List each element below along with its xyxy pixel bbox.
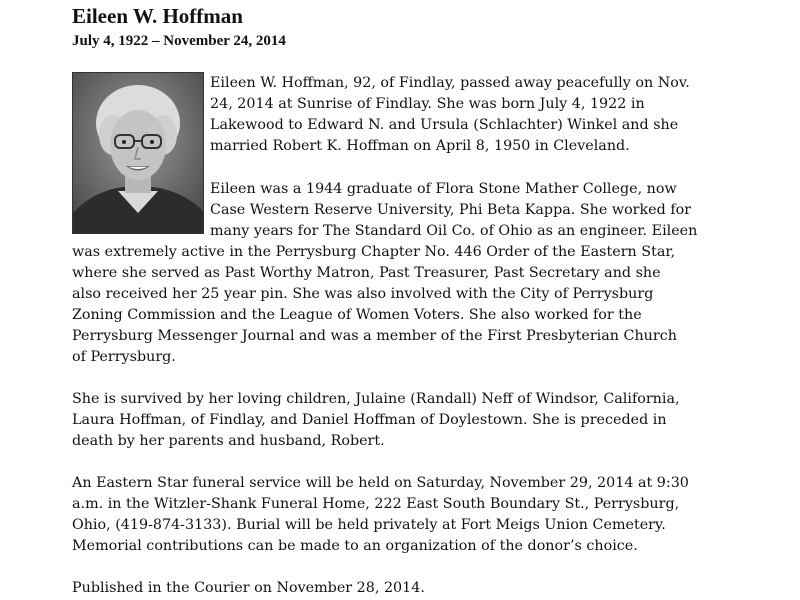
obituary-dates: July 4, 1922 – November 24, 2014	[72, 33, 286, 49]
obituary-name: Eileen W. Hoffman	[72, 4, 243, 28]
text-line: Eileen W. Hoffman, 92, of Findlay, passed away peacefully on Nov.	[210, 75, 690, 91]
text-line: Ohio, (419-874-3133). Burial will be held privately at Fort Meigs Union Cemetery.	[72, 517, 666, 533]
paragraph-career-top	[210, 179, 697, 242]
text-line: a.m. in the Witzler-Shank Funeral Home, 222 East South Boundary St., Perrysburg,	[72, 496, 680, 512]
portrait-photo	[72, 72, 204, 234]
text-line: also received her 25 year pin. She was also involved with the City of Perrysburg	[72, 286, 654, 302]
text-line: Lakewood to Edward N. and Ursula (Schlachter) Winkel and she	[210, 117, 679, 133]
text-line: was extremely active in the Perrysburg Chapter No. 446 Order of the Eastern Star,	[72, 244, 676, 260]
text-line: Perrysburg Messenger Journal and was a member of the First Presbyterian Church	[72, 328, 677, 344]
text-line: Memorial contributions can be made to an organization of the donor’s choice.	[72, 538, 638, 554]
text-line: married Robert K. Hoffman on April 8, 1950 in Cleveland.	[210, 138, 630, 154]
text-line: 24, 2014 at Sunrise of Findlay. She was born July 4, 1922 in	[210, 96, 645, 112]
paragraph-intro	[210, 73, 690, 157]
text-line: many years for The Standard Oil Co. of Ohio as an engineer. Eileen	[210, 223, 698, 239]
paragraph-service	[72, 473, 689, 557]
paragraph-publication	[72, 578, 425, 599]
paragraph-career-rest	[72, 242, 677, 368]
paragraph-survivors	[72, 389, 680, 452]
text-line: where she served as Past Worthy Matron, Past Treasurer, Past Secretary and she	[72, 265, 661, 281]
text-line: Laura Hoffman, of Findlay, and Daniel Hoffman of Doylestown. She is preceded in	[72, 412, 667, 428]
text-line: of Perrysburg.	[72, 349, 176, 365]
text-line: Case Western Reserve University, Phi Beta Kappa. She worked for	[210, 202, 692, 218]
text-line: An Eastern Star funeral service will be held on Saturday, November 29, 2014 at 9:30	[72, 475, 689, 491]
text-line: Published in the Courier on November 28, 2014.	[72, 580, 425, 596]
text-line: Eileen was a 1944 graduate of Flora Stone Mather College, now	[210, 181, 677, 197]
text-line: death by her parents and husband, Robert.	[72, 433, 385, 449]
text-line: She is survived by her loving children, Julaine (Randall) Neff of Windsor, California,	[72, 391, 680, 407]
text-line: Zoning Commission and the League of Women Voters. She also worked for the	[72, 307, 642, 323]
